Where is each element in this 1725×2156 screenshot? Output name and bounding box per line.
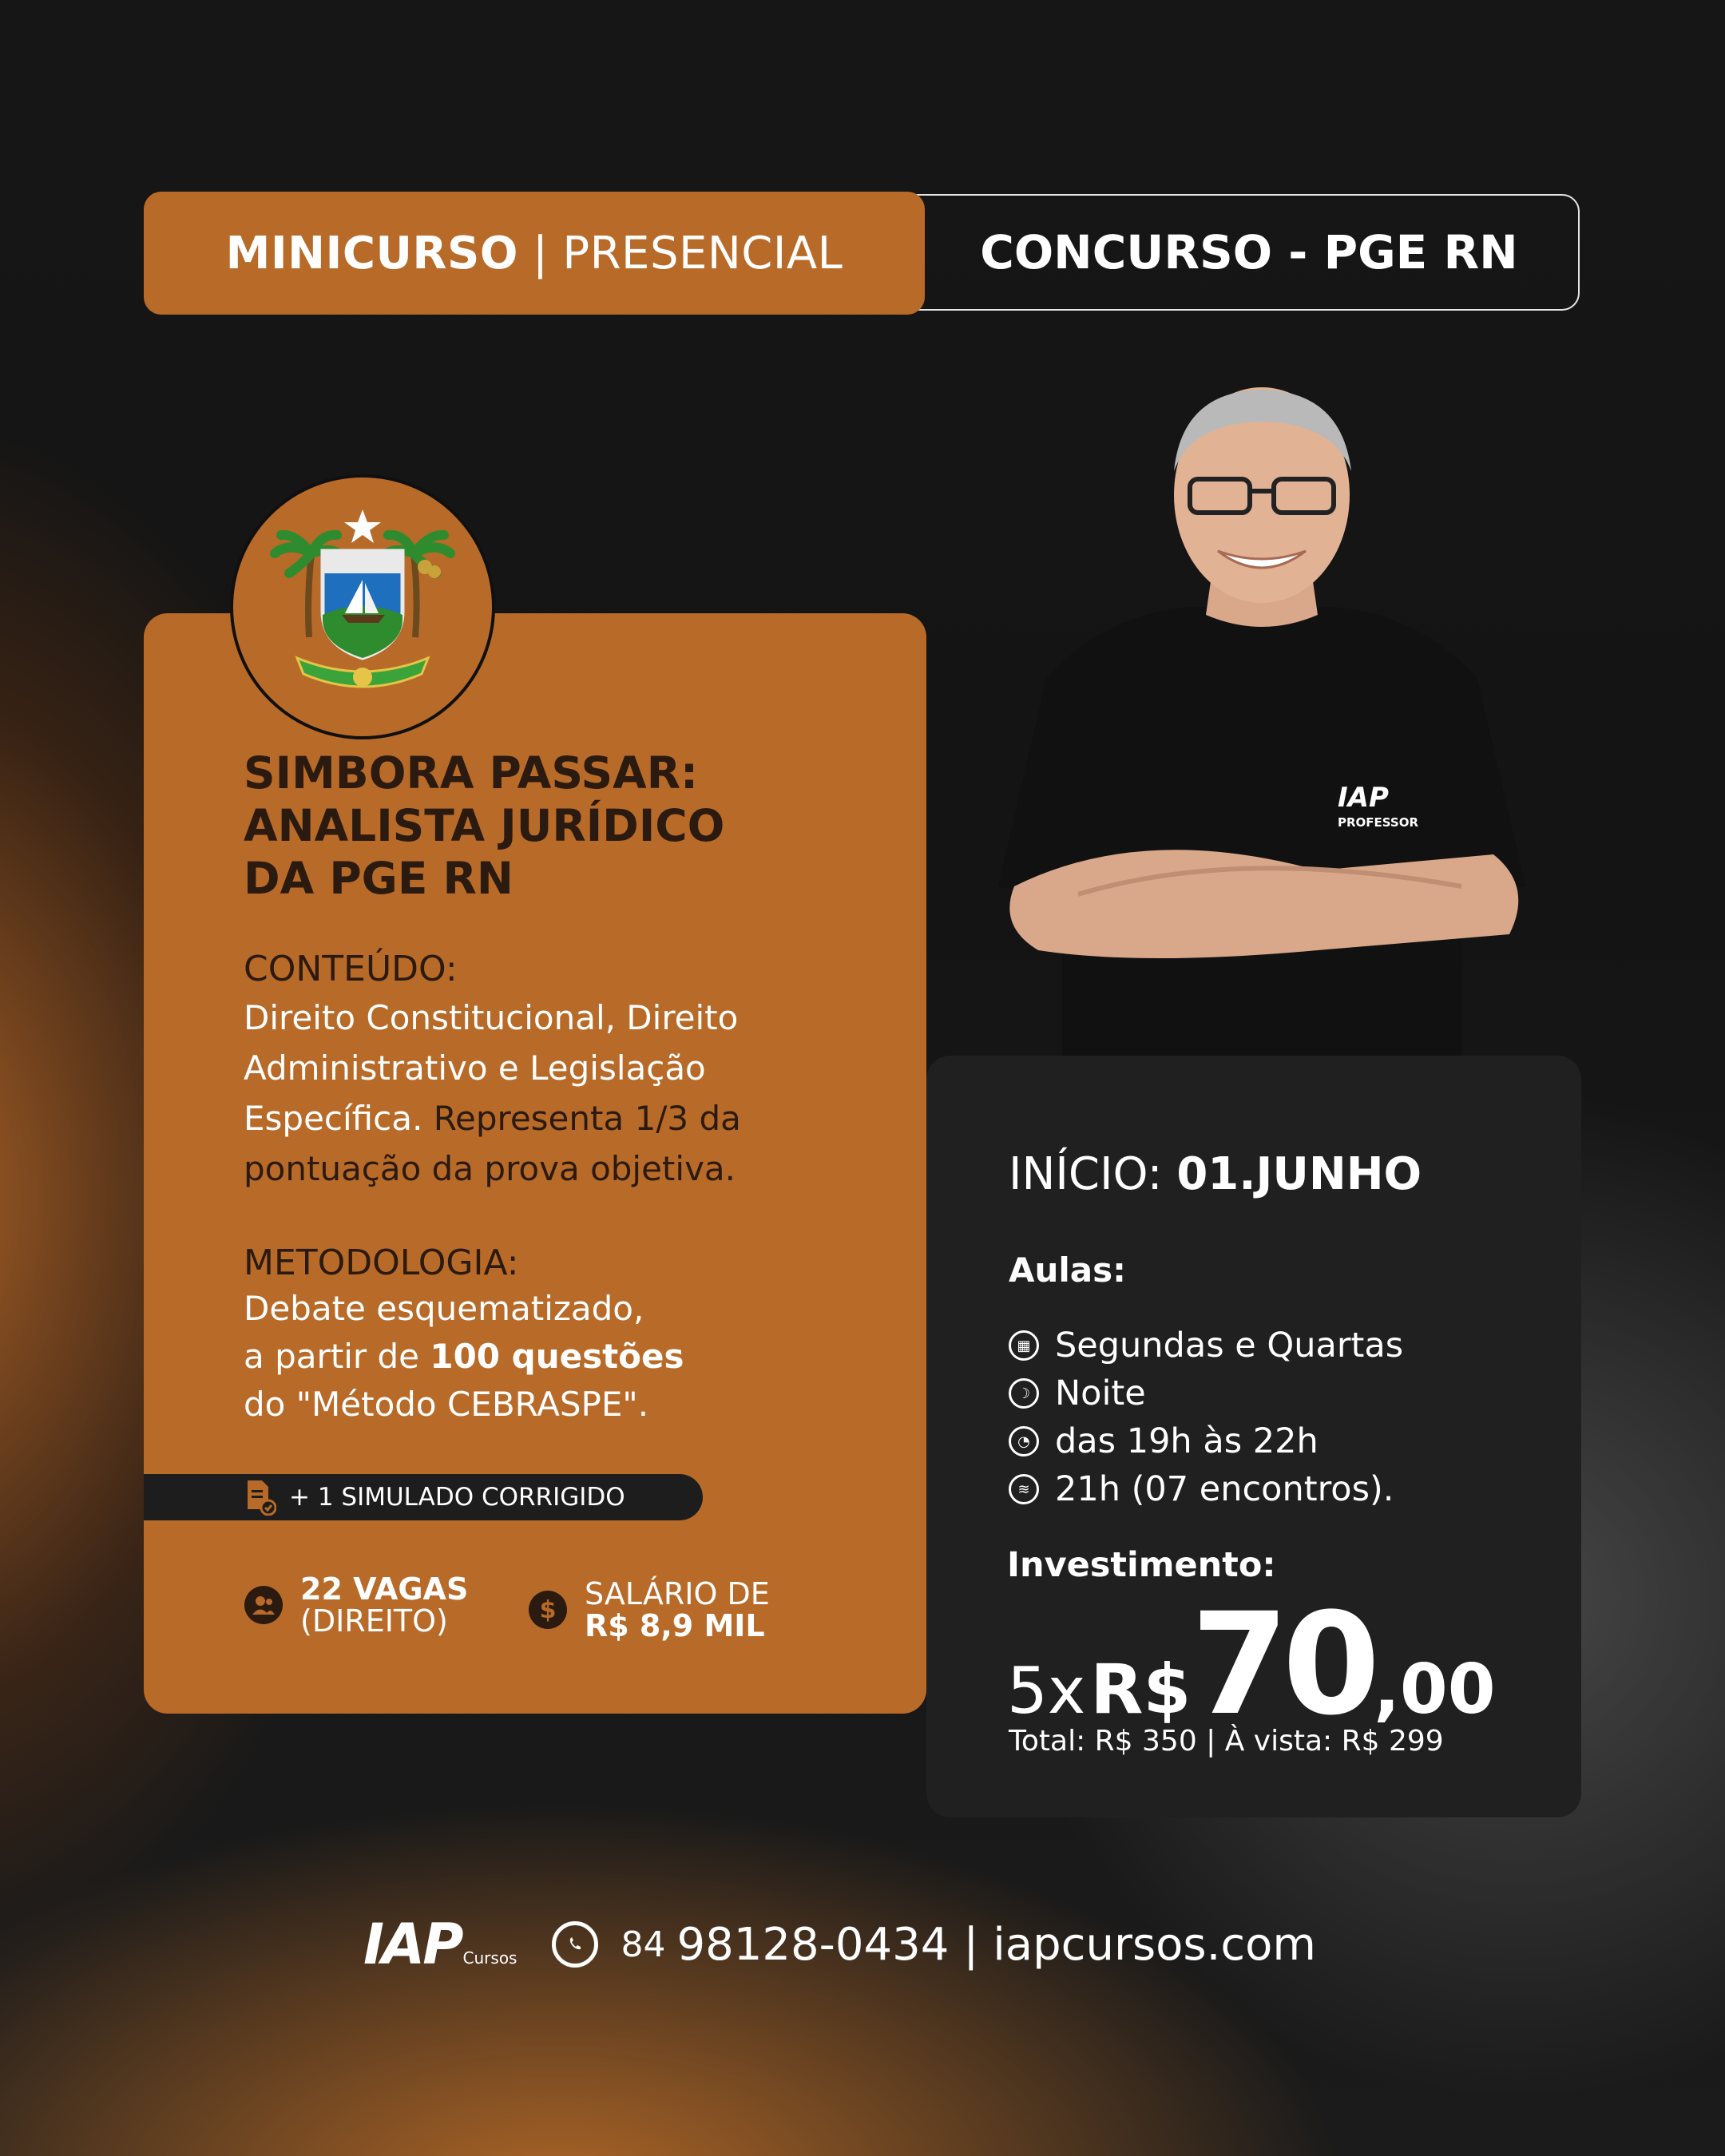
shirt-logo: IAP bbox=[1338, 782, 1389, 814]
phone-number[interactable]: 98128-0434 bbox=[676, 1918, 950, 1971]
minicurso-label: MINICURSO bbox=[225, 227, 518, 279]
whatsapp-icon bbox=[552, 1921, 598, 1968]
calendar-icon: ▦ bbox=[1009, 1330, 1039, 1361]
presencial-label: PRESENCIAL bbox=[562, 227, 843, 279]
layers-icon: ≋ bbox=[1009, 1474, 1039, 1504]
document-check-icon bbox=[244, 1479, 276, 1516]
method-line-1: Debate esquematizado, bbox=[244, 1289, 644, 1328]
salario-value: R$ 8,9 MIL bbox=[585, 1608, 765, 1643]
title-line-3: DA PGE RN bbox=[244, 853, 514, 904]
coat-of-arms-icon bbox=[233, 478, 492, 736]
professor-photo bbox=[982, 375, 1541, 1062]
investment-label: Investimento: bbox=[1007, 1545, 1276, 1585]
inicio-date: 01.JUNHO bbox=[1176, 1148, 1422, 1200]
footer-contact bbox=[363, 1908, 1316, 1980]
content-line-1: Direito Constitucional, Direito bbox=[244, 998, 739, 1037]
phone-ddd: 84 bbox=[621, 1924, 666, 1965]
schedule-total-text: 21h (07 encontros). bbox=[1055, 1469, 1394, 1509]
price-integer: 70 bbox=[1191, 1583, 1374, 1746]
price-totals: Total: R$ 350 | À vista: R$ 299 bbox=[1009, 1725, 1444, 1758]
content-line-2: Administrativo e Legislação bbox=[244, 1048, 706, 1088]
schedule-hours-text: das 19h às 22h bbox=[1055, 1421, 1319, 1461]
title-line-2: ANALISTA JURÍDICO bbox=[244, 800, 725, 851]
salario-label: SALÁRIO DE bbox=[585, 1576, 770, 1611]
schedule-item-total bbox=[1009, 1465, 1403, 1513]
method-line-2-pre: a partir de bbox=[244, 1337, 430, 1376]
schedule-list bbox=[1009, 1322, 1403, 1513]
course-title bbox=[244, 747, 851, 905]
method-body bbox=[244, 1285, 882, 1429]
content-rest-first: Representa 1/3 da bbox=[433, 1099, 741, 1138]
iap-logo: IAP bbox=[363, 1912, 462, 1977]
schedule-item-days bbox=[1009, 1322, 1403, 1369]
start-date bbox=[1009, 1148, 1422, 1200]
website-link[interactable]: iapcursos.com bbox=[993, 1918, 1316, 1971]
concurso-tag bbox=[894, 194, 1580, 311]
vagas-count: 22 VAGAS bbox=[300, 1571, 469, 1607]
schedule-item-period bbox=[1009, 1369, 1403, 1417]
users-icon bbox=[244, 1586, 283, 1624]
bonus-pill bbox=[144, 1474, 703, 1520]
method-line-3: do "Método CEBRASPE". bbox=[244, 1385, 649, 1424]
content-rest-second: pontuação da prova objetiva. bbox=[244, 1149, 736, 1188]
content-section bbox=[244, 949, 882, 1194]
tag-separator: | bbox=[533, 227, 549, 279]
methodology-section bbox=[244, 1242, 882, 1429]
course-format-tag bbox=[144, 192, 925, 315]
content-body bbox=[244, 993, 882, 1194]
shirt-logo-sub: PROFESSOR bbox=[1338, 815, 1419, 830]
method-line-2-bold: 100 questões bbox=[430, 1337, 684, 1376]
title-line-1: SIMBORA PASSAR: bbox=[244, 747, 699, 799]
rn-coat-of-arms-emblem bbox=[230, 474, 495, 739]
price-cents: ,00 bbox=[1374, 1650, 1496, 1730]
concurso-label: CONCURSO - PGE RN bbox=[980, 225, 1518, 279]
clock-icon: ◔ bbox=[1009, 1426, 1039, 1456]
vagas-area: (DIREITO) bbox=[300, 1603, 448, 1639]
inicio-label: INÍCIO: bbox=[1009, 1148, 1163, 1200]
content-line-3: Específica. bbox=[244, 1099, 423, 1138]
dollar-icon: $ bbox=[529, 1591, 567, 1629]
schedule-item-hours bbox=[1009, 1417, 1403, 1465]
content-label: CONTEÚDO: bbox=[244, 949, 458, 989]
schedule-days-text: Segundas e Quartas bbox=[1055, 1326, 1404, 1365]
aulas-label: Aulas: bbox=[1009, 1250, 1126, 1290]
schedule-period-text: Noite bbox=[1055, 1373, 1146, 1413]
bonus-text: + 1 SIMULADO CORRIGIDO bbox=[289, 1483, 625, 1512]
price-currency: R$ bbox=[1090, 1650, 1192, 1730]
salario-stat bbox=[529, 1578, 770, 1642]
vagas-stat bbox=[244, 1573, 468, 1637]
iap-logo-sub: Cursos bbox=[462, 1948, 518, 1968]
night-icon: ☽ bbox=[1009, 1378, 1039, 1409]
price-installments: 5x bbox=[1007, 1654, 1086, 1728]
method-label: METODOLOGIA: bbox=[244, 1242, 519, 1283]
footer-separator: | bbox=[963, 1918, 979, 1971]
